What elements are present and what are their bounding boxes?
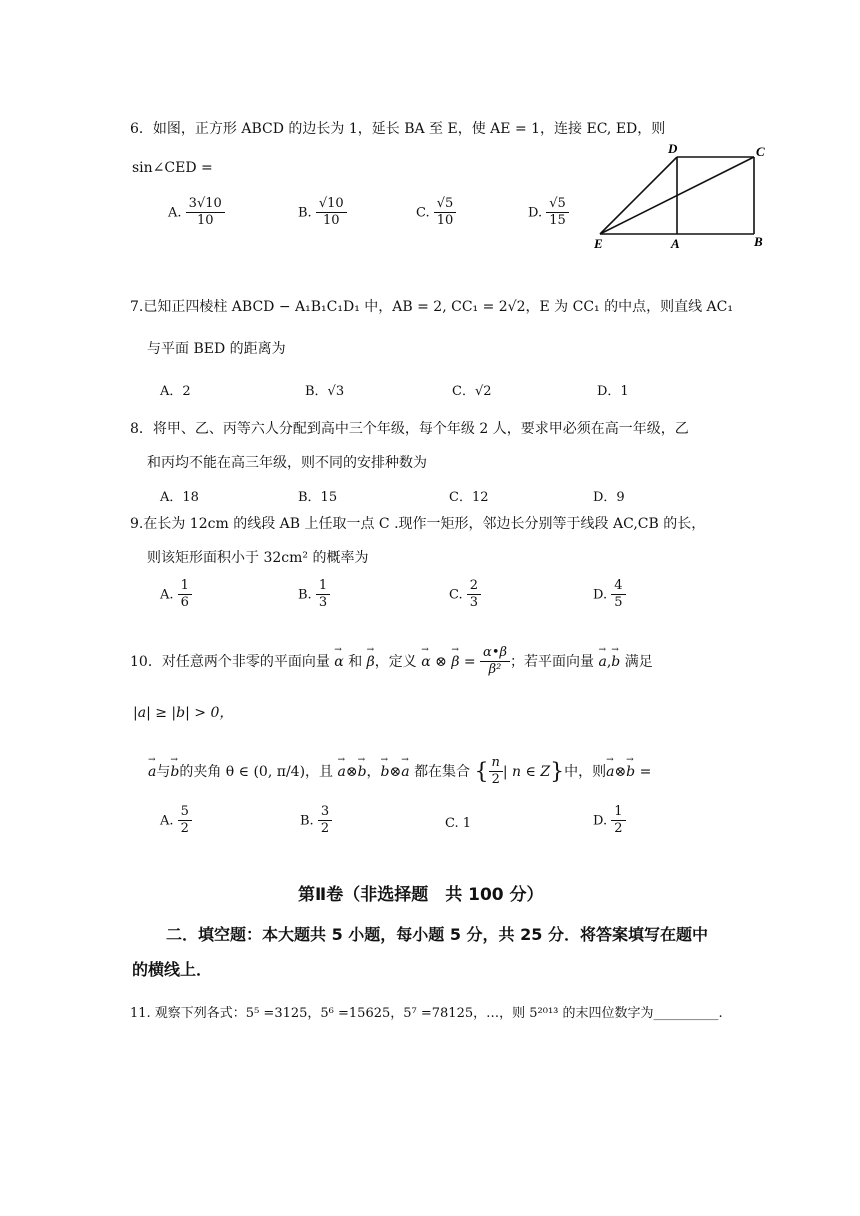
option-fraction <box>178 578 192 612</box>
q10-text-h: 都在集合 <box>414 763 471 780</box>
fraction-den: 2 <box>180 821 189 837</box>
q9-option-a <box>160 578 192 612</box>
fraction-den: 5 <box>614 595 623 611</box>
fraction-num: 1 <box>611 804 625 821</box>
q9-line1: 9.在长为 12cm 的线段 AB 上任取一点 C .现作一矩形，邻边长分别等于线段 AC,CB 的长， <box>130 516 706 532</box>
fraction-num: 1 <box>316 578 330 595</box>
fraction-den: 10 <box>322 213 340 229</box>
fraction-num: 3√10 <box>186 196 225 213</box>
brace-right: } <box>550 759 565 785</box>
option-fraction <box>316 578 330 612</box>
fraction-num: √5 <box>546 196 569 213</box>
q6-figure <box>590 140 770 255</box>
q7-option-c: C．√2 <box>452 384 492 399</box>
q10-option-a <box>160 804 192 838</box>
option-letter: A. <box>160 587 174 603</box>
option-fraction <box>434 196 457 230</box>
option-letter: D. <box>528 205 543 221</box>
q10-option-d <box>593 804 626 838</box>
q7-line1: 7.已知正四棱柱 ABCD − A₁B₁C₁D₁ 中，AB = 2, CC₁ = 2√2，E 为 CC₁ 的中点，则直线 AC₁ <box>130 299 733 315</box>
vector-a: → a <box>337 764 345 780</box>
q9-option-d <box>593 578 626 612</box>
q9-option-c <box>449 578 481 612</box>
option-letter: C. <box>416 205 430 221</box>
option-letter: B. <box>300 813 314 829</box>
set-condition: | n ∈ Z <box>502 763 551 780</box>
option-fraction <box>467 578 481 612</box>
option-fraction <box>611 578 625 612</box>
vector-alpha: → α <box>421 654 430 670</box>
q10-line2: |a| ≥ |b| > 0， <box>133 705 234 721</box>
q10-line1: 10．对任意两个非零的平面向量 → α 和 → β，定义 → α ⊗ → β = $\frac{\alpha•\beta}{\text{β²}}$ ；若平面向量 → a,→ b 满足 <box>130 645 653 679</box>
brace-left: { <box>474 759 489 785</box>
vector-b: → b <box>170 764 179 780</box>
q8-option-a: A．18 <box>160 490 199 505</box>
q10-text-b: 和 <box>348 653 363 670</box>
q6-option-a <box>168 196 225 230</box>
fraction-num: 2 <box>467 578 481 595</box>
fraction-den: β² <box>488 662 502 678</box>
vector-beta: → β <box>451 654 459 670</box>
fraction-den: 3 <box>469 595 479 611</box>
option-letter: C. <box>449 587 463 603</box>
q6-option-d <box>528 196 569 230</box>
section2-title: 第Ⅱ卷（非选择题 共 100 分） <box>298 885 544 905</box>
q10-text-e: 满足 <box>624 653 653 670</box>
fraction-num: n <box>489 755 503 772</box>
vector-b: → b <box>381 764 390 780</box>
q6-option-b <box>298 196 347 230</box>
fraction-num: 3 <box>318 804 332 821</box>
fraction-den: 2 <box>320 821 330 837</box>
q10-option-c <box>445 816 471 831</box>
q6-option-c <box>416 196 456 230</box>
line-ed <box>600 157 677 234</box>
q8-line1: 8．将甲、乙、丙等六人分配到高中三个年级，每个年级 2 人，要求甲必须在高一年级，乙 <box>130 421 689 437</box>
option-letter: A. <box>168 205 182 221</box>
q8-line2: 和丙均不能在高三年级，则不同的安排种数为 <box>147 455 427 471</box>
q10-text-f: 与 <box>156 763 171 780</box>
q10-text-c: ，定义 <box>374 653 417 670</box>
q10-definition-fraction <box>480 645 510 679</box>
label-e: E <box>594 236 603 251</box>
option-fraction <box>318 804 332 838</box>
section2-instruction-line2: 的横线上． <box>132 960 213 979</box>
fraction-den: 2 <box>491 772 500 788</box>
fraction-num: 1 <box>178 578 192 595</box>
q11-text: 11. 观察下列各式：5⁵ =3125，5⁶ =15625，5⁷ =78125，…，则 5²⁰¹³ 的末四位数字为__________. <box>130 1006 723 1021</box>
fraction-num: 5 <box>178 804 192 821</box>
option-letter: B. <box>298 205 312 221</box>
vector-alpha: → α <box>334 654 343 670</box>
q7-line2: 与平面 BED 的距离为 <box>147 341 286 357</box>
fraction-den: 10 <box>436 213 454 229</box>
q6-line1: 6．如图，正方形 ABCD 的边长为 1，延长 BA 至 E，使 AE = 1，连接 EC, ED，则 <box>130 121 666 137</box>
fraction-den: 15 <box>549 213 566 229</box>
q10-text-g: 的夹角 θ ∈ (0, π/4)，且 <box>179 763 334 780</box>
label-b: B <box>754 234 763 249</box>
vector-a: → a <box>401 764 409 780</box>
fraction-num: α•β <box>480 645 510 662</box>
q10-text-i: 中，则 <box>564 763 607 780</box>
q8-option-c: C．12 <box>449 490 489 505</box>
vector-b: → b <box>626 764 635 780</box>
vector-b: → b <box>358 764 367 780</box>
vector-b: → b <box>611 654 620 670</box>
q10-text-a: 10．对任意两个非零的平面向量 <box>130 653 330 670</box>
option-letter: C. <box>445 816 459 831</box>
q8-option-d: D．9 <box>593 490 625 505</box>
fraction-num: 4 <box>611 578 625 595</box>
option-letter: B. <box>298 587 312 603</box>
q8-option-b: B．15 <box>298 490 338 505</box>
option-fraction <box>611 804 625 838</box>
fraction-den: 2 <box>614 821 623 837</box>
q10-line3: → a与→ b的夹角 θ ∈ (0, π/4)，且 → a⊗→ b，→ b⊗→ a 都在集合 { $\frac{n}{2}$ | n ∈ Z}中，则→ a⊗→ b = <box>148 755 651 789</box>
option-fraction <box>186 196 225 230</box>
fraction-num: √5 <box>434 196 457 213</box>
option-letter: A. <box>160 813 174 829</box>
set-fraction <box>489 755 503 789</box>
q9-line2: 则该矩形面积小于 32cm² 的概率为 <box>147 550 369 566</box>
vector-beta: → β <box>367 654 375 670</box>
fraction-den: 6 <box>180 595 189 611</box>
vector-a: → a <box>148 764 156 780</box>
q7-option-b: B．√3 <box>305 384 345 399</box>
q9-option-b <box>298 578 330 612</box>
q7-option-a: A．2 <box>160 384 191 399</box>
label-c: C <box>756 144 765 159</box>
option-letter: D. <box>593 587 608 603</box>
vector-a: → a <box>606 764 614 780</box>
option-fraction <box>178 804 192 838</box>
vector-a: → a <box>598 654 606 670</box>
option-fraction <box>316 196 347 230</box>
q10-text-d: ；若平面向量 <box>510 653 595 670</box>
option-value: 1 <box>462 816 472 831</box>
label-a: A <box>671 236 680 251</box>
label-d: D <box>668 141 678 156</box>
fraction-num: √10 <box>316 196 347 213</box>
section2-instruction-line1: 二．填空题：本大题共 5 小题，每小题 5 分，共 25 分．将答案填写在题中 <box>166 925 708 944</box>
q7-option-d: D．1 <box>597 384 629 399</box>
option-fraction <box>546 196 569 230</box>
q10-option-b <box>300 804 332 838</box>
fraction-den: 3 <box>318 595 328 611</box>
q6-line2: sin∠CED = <box>132 160 213 176</box>
fraction-den: 10 <box>196 213 214 229</box>
option-letter: D. <box>593 813 608 829</box>
